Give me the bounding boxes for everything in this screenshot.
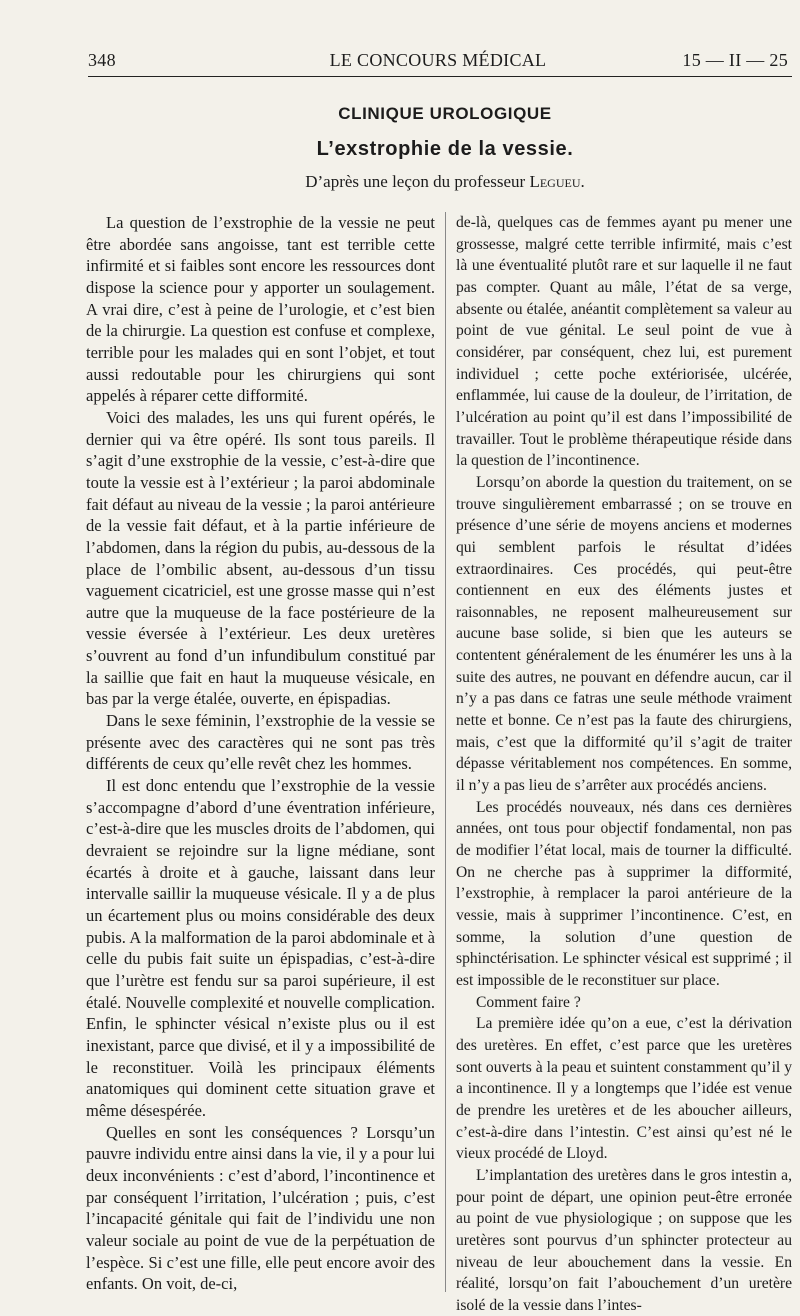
header-rule bbox=[88, 76, 792, 77]
issue-date: 15 — II — 25 bbox=[682, 50, 788, 70]
paragraph: Comment faire ? bbox=[476, 993, 581, 1011]
page-number: 348 bbox=[88, 50, 116, 70]
right-column bbox=[456, 212, 792, 1316]
paragraph: Lorsqu’on aborde la question du traitement, on se trouve singulièrement embarrassé ; on se trouve en présence d’une série de moyens anciens et modernes qui semblent parfois le résultat d’idées extraordinaires. Ces procédés, qui peut-être contiennent en eux des éléments justes et raisonnables, ne reposent malheureusement sur aucune base solide, si bien que les auteurs se contentent généralement de les énumérer les uns à la suite des autres, ne pouvant en défendre aucun, car il n’y a pas dans ce fatras une seule méthode vraiment nette et bonne. Ce n’est pas la faute des chirurgiens, mais, c’est que la difformité qu’il s’agit de traiter dépasse véritablement nos compétences. En somme, il n’y a pas lieu de s’arrêter aux procédés anciens. bbox=[456, 473, 792, 795]
journal-title: LE CONCOURS MÉDICAL bbox=[329, 50, 547, 70]
column-divider bbox=[445, 212, 446, 1292]
paragraph: Les procédés nouveaux, nés dans ces dernières années, ont tous pour objectif fondamental, non pas de modifier l’état local, mais de tourner la difficulté. On ne cherche pas à supprimer la difformité, l’exstrophie, à remplacer la paroi antérieure de la vessie, mais à supprimer l’incontinence. C’est, en somme, la solution d’une question de sphinctérisation. Le sphincter vésical est supprimé ; il est impossible de le reconstituer sur place. bbox=[456, 798, 792, 989]
article-title: L’exstrophie de la vessie. bbox=[316, 138, 574, 160]
left-column bbox=[86, 212, 435, 1295]
byline bbox=[90, 172, 800, 192]
paragraph: La question de l’exstrophie de la vessie ne peut être abordée sans angoisse, tant est terrible cette infirmité et si faibles sont encore les ressources dont dispose la science pour y apporter un soulagement. A vrai dire, c’est à peine de l’urologie, et c’est bien de la chirurgie. La question est confuse et complexe, terrible pour les malades qui en sont l’objet, et tout aussi redoutable pour les chirurgiens qui sont appelés à réparer cette difformité. bbox=[86, 213, 435, 406]
paragraph: Voici des malades, les uns qui furent opérés, le dernier qui va être opéré. Ils sont tous pareils. Il s’agit d’une exstrophie de la vessie, c’est-à-dire que toute la vessie est à l’extérieur ; la paroi abdominale fait défaut au niveau de la vessie ; la paroi antérieure de la vessie fait défaut, et à la partie inférieure de l’abdomen, dans la région du pubis, au-dessous de la place de l’ombilic absent, au-dessous d’un tissu vaguement cicatriciel, est une grosse masse qui n’est autre que la muqueuse de la face postérieure de la vessie éversée à l’extérieur. Les deux uretères s’ouvrent au fond d’un infundibulum constitué par la saillie que fait en haut la muqueuse vésicale, en bas par la verge étalée, ouverte, en épispadias. bbox=[86, 407, 435, 709]
paragraph: Quelles en sont les conséquences ? Lorsqu’un pauvre individu entre ainsi dans la vie, il y a pour lui deux inconvénients : c’est d’abord, l’incontinence et par conséquent l’irritation, l’ulcération ; puis, c’est l’incapacité génitale qui fait de l’individu une non valeur sociale au point de vue de la perpétuation de l’espèce. Si c’est une fille, elle peut encore avoir des enfants. On voit, de-ci, bbox=[86, 1122, 435, 1294]
paragraph: Dans le sexe féminin, l’exstrophie de la vessie se présente avec des caractères qui ne sont pas très différents de ceux qu’elle revêt chez les hommes. bbox=[86, 711, 435, 774]
byline-author: Legueu. bbox=[529, 172, 585, 191]
paragraph: Il est donc entendu que l’exstrophie de la vessie s’accompagne d’abord d’une éventration inférieure, c’est-à-dire que les muscles droits de l’abdomen, qui devraient se rejoindre sur la ligne médiane, sont écartés à droite et à gauche, laissant dans leur intervalle saillir la muqueuse vésicale. Il y a de plus un écartement plus ou moins considérable des deux pubis. A la malformation de la paroi abdominale et à celle du pubis fait suite un épispadias, c’est-à-dire que l’urètre est fendu sur sa paroi supérieure, il est étalé. Nouvelle complexité et nouvelle complication. Enfin, le sphincter vésical n’existe plus ou il est inexistant, parce que divisé, et il y a impossibilité de le reconstituer. Voilà les principaux éléments anatomiques qui dominent cette situation grave et même désespérée. bbox=[86, 776, 435, 1120]
paragraph: L’implantation des uretères dans le gros intestin a, pour point de départ, une opinion peut-être erronée au point de vue physiologique ; on suppose que les uretères sont pourvus d’un sphincter protecteur au niveau de leur abouchement dans la vessie. En réalité, lorsqu’on fait l’abouchement d’un uretère isolé de la vessie dans l’intes- bbox=[456, 1166, 792, 1314]
paragraph: de-là, quelques cas de femmes ayant pu mener une grossesse, malgré cette terrible infirmité, mais c’est là une éventualité plutôt rare et sur laquelle il ne faut pas compter. Quant au mâle, l’état de sa verge, absente ou étalée, anéantit complètement sa valeur au point de vue génital. Le seul point de vue à considérer, par conséquent, chez lui, est purement individuel ; cette poche extériorisée, ulcérée, enflammée, lui cause de la douleur, de l’irritation, de l’ulcération au point qu’il est dans l’impossibilité de travailler. Tout le problème thérapeutique réside dans la question de l’incontinence. bbox=[456, 214, 792, 470]
running-head bbox=[88, 46, 788, 76]
section-title: CLINIQUE UROLOGIQUE bbox=[338, 104, 552, 123]
paragraph: La première idée qu’on a eue, c’est la dérivation des uretères. En effet, c’est parce que les uretères sont ouverts à la peau et suintent constamment qu’il y a incontinence. Il y a longtemps que l’idée est venue de prendre les uretères et de les aboucher ailleurs, c’est-à-dire dans l’intestin. C’est ainsi qu’est né le vieux procédé de Lloyd. bbox=[456, 1015, 792, 1163]
byline-prefix: D’après une leçon du professeur bbox=[305, 172, 530, 191]
